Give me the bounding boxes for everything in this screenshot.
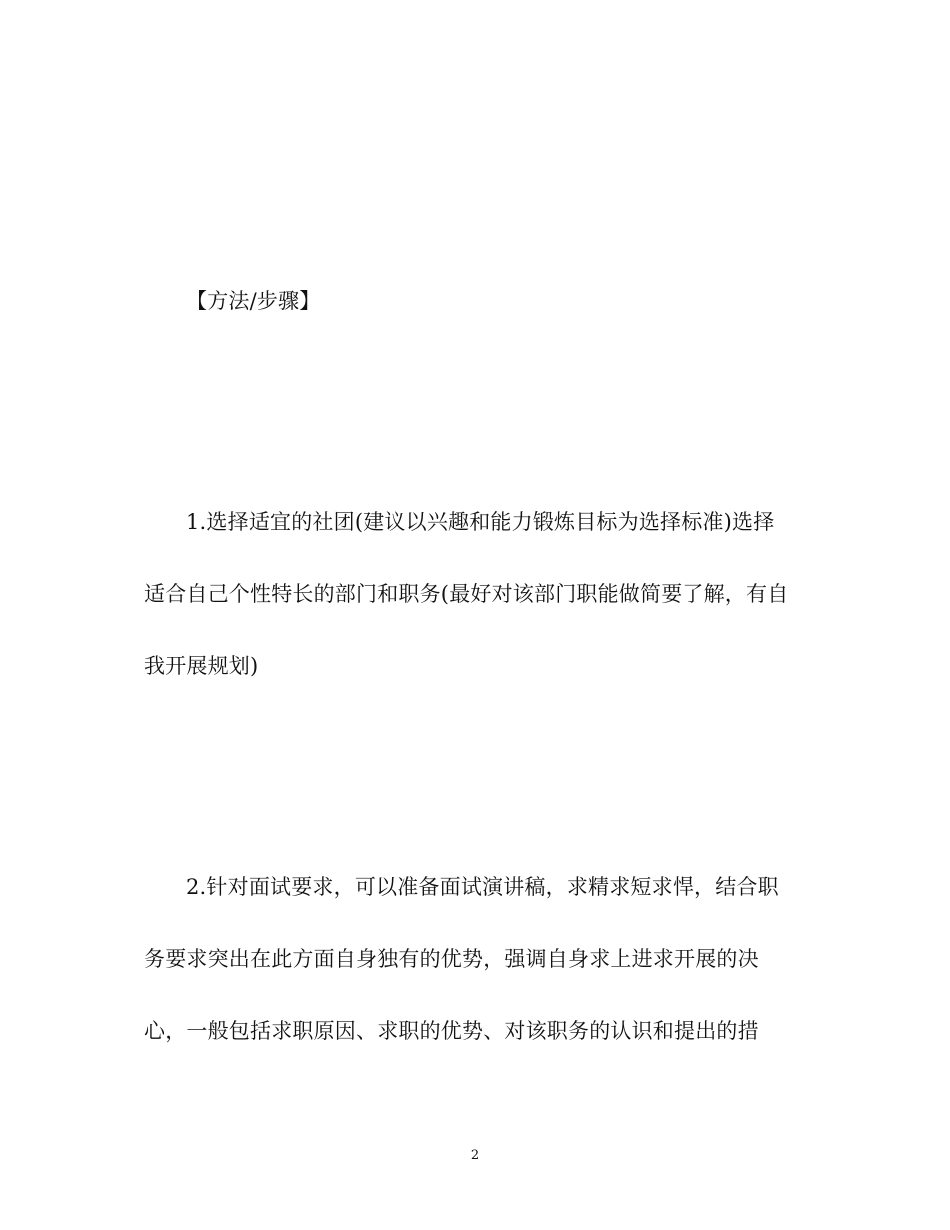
section-heading: 【方法/步骤】 bbox=[186, 289, 321, 313]
step-2-line-1: 2.针对面试要求，可以准备面试演讲稿，求精求短求悍，结合职 bbox=[186, 875, 779, 899]
step-1-line-2: 适合自己个性特长的部门和职务(最好对该部门职能做简要了解，有自 bbox=[144, 582, 789, 606]
step-2-line-3: 心，一般包括求职原因、求职的优势、对该职务的认识和提出的措 bbox=[144, 1019, 759, 1043]
page-number: 2 bbox=[470, 1148, 480, 1163]
step-1-line-1: 1.选择适宜的社团(建议以兴趣和能力锻炼目标为选择标准)选择 bbox=[186, 510, 775, 534]
step-1-line-3: 我开展规划) bbox=[144, 654, 259, 678]
step-2-line-2: 务要求突出在此方面自身独有的优势，强调自身求上进求开展的决 bbox=[144, 947, 759, 971]
